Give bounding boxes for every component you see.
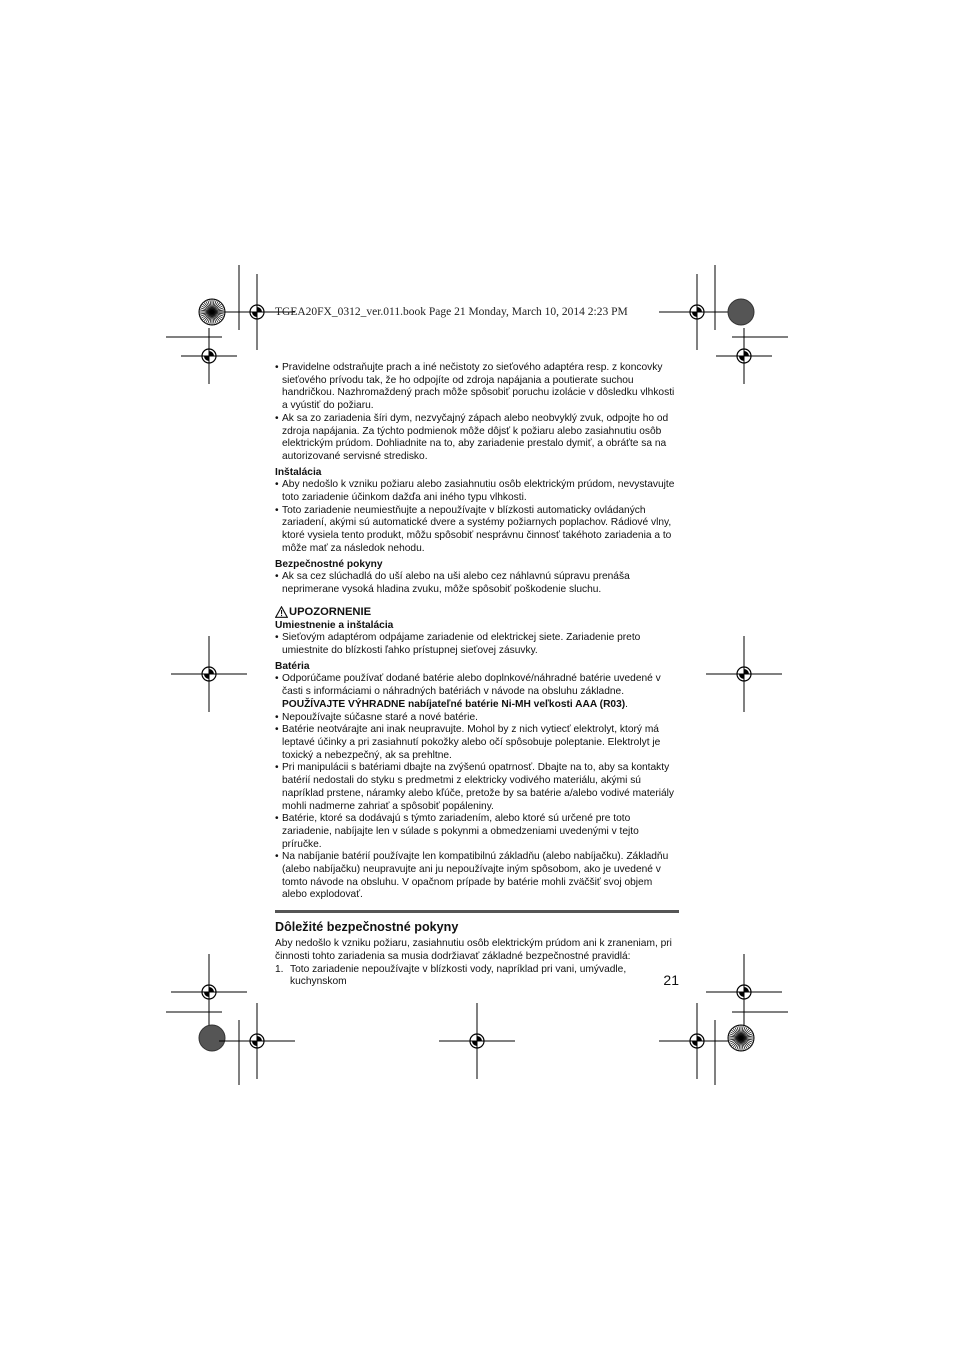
bullet-icon: • <box>275 724 279 736</box>
section-divider <box>275 910 679 913</box>
list-item: • Nepoužívajte súčasne staré a nové batérie. <box>275 711 478 723</box>
bullet-icon: • <box>275 479 279 491</box>
bullet-icon: • <box>275 412 279 424</box>
registration-target-icon <box>739 992 744 997</box>
registration-target-icon <box>209 351 214 356</box>
registration-target-icon <box>744 987 749 992</box>
installation-heading: Inštalácia <box>275 466 322 478</box>
registration-target-icon <box>739 674 744 679</box>
registration-target-icon <box>204 674 209 679</box>
registration-target-icon <box>252 312 257 317</box>
list-item: • Sieťovým adaptérom odpájame zariadenie od elektrickej siete. Zariadenie preto umiestnite do blízkosti ľahko prístupnej sieťovej zásuvky. <box>275 632 641 657</box>
warning-triangle-icon <box>275 606 288 618</box>
registration-target-icon <box>744 351 749 356</box>
registration-target-icon <box>697 307 702 312</box>
registration-target-icon <box>209 987 214 992</box>
registration-target-icon <box>739 356 744 361</box>
list-item: • Ak sa cez slúchadlá do uší alebo na uši alebo cez náhlavnú súpravu prenáša neprimerane vysoká hladina zvuku, môže spôsobiť poškodenie sluchu. <box>275 571 630 595</box>
registration-target-icon <box>744 669 749 674</box>
registration-target-icon <box>257 1036 262 1041</box>
list-item: • Batérie, ktoré sa dodávajú s týmto zariadením, alebo ktoré sú určené pre toto zariadenie, nabíjajte len v súlade s pokynmi a obmedzeniami uvedenými v tejto príručke. <box>275 813 639 850</box>
list-item: • Pravidelne odstraňujte prach a iné nečistoty zo sieťového adaptéra resp. z koncovky sieťového prívodu tak, že ho odpojíte od zdroja napájania a poutierate suchou handričkou. Nazhromaždený prach môže spôsobiť poruchu izolácie v dôsledku vlhkosti a vyústiť do požiaru. <box>275 362 675 412</box>
registration-target-icon <box>692 1041 697 1046</box>
page-content <box>275 362 679 989</box>
placement-heading: Umiestnenie a inštalácia <box>275 619 394 631</box>
bullet-icon: • <box>275 571 279 583</box>
important-intro: Aby nedošlo k vzniku požiaru, zasiahnutiu osôb elektrickým prúdom ani k zraneniam, pri činnosti tohto zariadenia sa musia dodržiavať základné bezpečnostné pravidlá: <box>275 938 672 962</box>
registration-target-icon <box>204 992 209 997</box>
safety-heading: Bezpečnostné pokyny <box>275 558 383 570</box>
registration-target-icon <box>477 1036 482 1041</box>
list-item: • Odporúčame používať dodané batérie alebo doplnkové/náhradné batérie uvedené v časti s informáciami o náhradných batériách v návode na obsluhu základne. POUŽÍVAJTE VÝHRADNE nabíjateľné batérie Ni-MH veľkosti AAA (R03). <box>275 673 661 710</box>
registration-target-icon <box>209 669 214 674</box>
list-item: • Ak sa zo zariadenia šíri dym, nezvyčajný zápach alebo neobvyklý zvuk, odpojte ho od zdroja napájania. Za týchto podmienok môže dôjsť k požiaru alebo zasiahnutiu osôb elektrickým prúdom. Dohliadnite na to, aby zariadenie prestalo dymiť, a obráťte sa na autorizované servisné stredisko. <box>275 412 669 462</box>
bullet-icon: • <box>275 673 279 685</box>
bullet-icon: • <box>275 632 279 644</box>
gray-target-icon <box>728 299 754 325</box>
bullet-icon: • <box>275 762 279 774</box>
bullet-icon: • <box>275 851 279 863</box>
registration-target-icon <box>257 307 262 312</box>
list-item: • Aby nedošlo k vzniku požiaru alebo zasiahnutiu osôb elektrickým prúdom, nevystavujte toto zariadenie účinkom dažďa ani iného typu vlhkosti. <box>275 479 675 504</box>
bullet-icon: • <box>275 711 279 723</box>
registration-target-icon <box>697 1036 702 1041</box>
print-header: TGEA20FX_0312_ver.011.book Page 21 Monday, March 10, 2014 2:23 PM <box>275 306 628 318</box>
list-item: • Batérie neotvárajte ani inak neupravujte. Mohol by z nich vytiecť elektrolyt, ktorý má leptavé účinky a pri zasiahnutí pokožky alebo očí spôsobuje poleptanie. Elektrolyt je toxický a nebezpečný, ak sa prehltne. <box>275 724 661 761</box>
list-item: • Na nabíjanie batérií používajte len kompatibilnú základňu (alebo nabíjačku). Základňu (alebo nabíjačku) neupravujte ani ju nepoužívajte iným spôsobom, ako je uvedené v tomto návode na obsluhu. V opačnom prípade by batérie mohli zväčšiť svoj objem alebo explodovať. <box>275 851 669 901</box>
bullet-icon: • <box>275 504 279 516</box>
gray-target-icon <box>199 1025 225 1051</box>
battery-requirement: POUŽÍVAJTE VÝHRADNE nabíjateľné batérie Ni-MH veľkosti AAA (R03) <box>282 698 626 710</box>
battery-heading: Batéria <box>275 660 310 672</box>
bullet-icon: • <box>275 813 279 825</box>
registration-target-icon <box>692 312 697 317</box>
caution-title: UPOZORNENIE <box>289 605 372 618</box>
registration-target-icon <box>472 1041 477 1046</box>
list-item: • Pri manipulácii s batériami dbajte na zvýšenú opatrnosť. Dbajte na to, aby sa kontakty batérií nedostali do styku s predmetmi z elektricky vodivého materiálu, akými sú napríklad prstene, náramky alebo kľúče, pretože by sa batérie a/alebo vodivé materiály mohli nadmerne zahriať a spôsobiť popáleniny. <box>275 762 675 812</box>
numbered-item: 1. Toto zariadenie nepoužívajte v blízkosti vody, napríklad pri vani, umývadle, kuchynskom <box>275 963 627 988</box>
list-item: • Toto zariadenie neumiestňujte a nepoužívajte v blízkosti automaticky ovládaných zariadení, akými sú automatické dvere a systémy požiarnych poplachov. Rádiové vlny, ktoré vysiela tento produkt, môžu spôsobiť nesprávnu činnosť takéhoto zariadenia a to môže mať za následok nehodu. <box>275 504 672 554</box>
caution-heading <box>275 605 679 619</box>
registration-target-icon <box>204 356 209 361</box>
page-number: 21 <box>663 972 679 988</box>
important-heading: Dôležité bezpečnostné pokyny <box>275 920 459 935</box>
registration-target-icon <box>252 1041 257 1046</box>
bullet-icon: • <box>275 362 279 373</box>
